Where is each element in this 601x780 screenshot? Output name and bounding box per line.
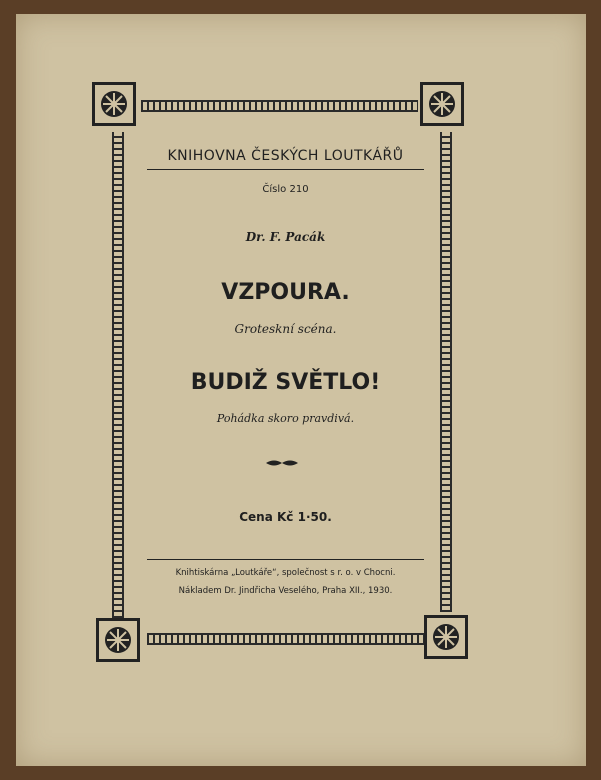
floral-rosette-icon — [102, 624, 134, 656]
leaf-ornament-icon — [265, 458, 299, 468]
second-title: BUDIŽ SVĚTLO! — [190, 370, 381, 395]
frame-right-border — [440, 132, 452, 612]
floral-rosette-icon — [430, 621, 462, 653]
footer-rule — [147, 559, 424, 560]
frame-top-border — [141, 100, 418, 112]
publisher-line-1: Knihtiskárna „Loutkáře“, společnost s r. o. v Chocni. — [175, 568, 396, 578]
frame-left-border — [112, 132, 124, 618]
corner-rosette-bottom-right — [424, 615, 468, 659]
volume-number: Číslo 210 — [262, 184, 309, 195]
floral-rosette-icon — [98, 88, 130, 120]
publisher-line-2: Nákladem Dr. Jindřicha Veselého, Praha XII., 1930. — [178, 586, 393, 596]
price: Cena Kč 1·50. — [239, 510, 332, 524]
header-rule — [147, 169, 424, 170]
author: Dr. F. Pacák — [245, 230, 326, 244]
series-title: KNIHOVNA ČESKÝCH LOUTKÁŘŮ — [167, 148, 404, 164]
corner-rosette-top-right — [420, 82, 464, 126]
corner-rosette-bottom-left — [96, 618, 140, 662]
second-subtitle: Pohádka skoro pravdivá. — [216, 412, 355, 425]
floral-rosette-icon — [426, 88, 458, 120]
frame-bottom-border — [147, 633, 424, 645]
corner-rosette-top-left — [92, 82, 136, 126]
first-subtitle: Groteskní scéna. — [234, 322, 337, 336]
cover-content — [143, 140, 428, 620]
first-title: VZPOURA. — [221, 280, 350, 305]
